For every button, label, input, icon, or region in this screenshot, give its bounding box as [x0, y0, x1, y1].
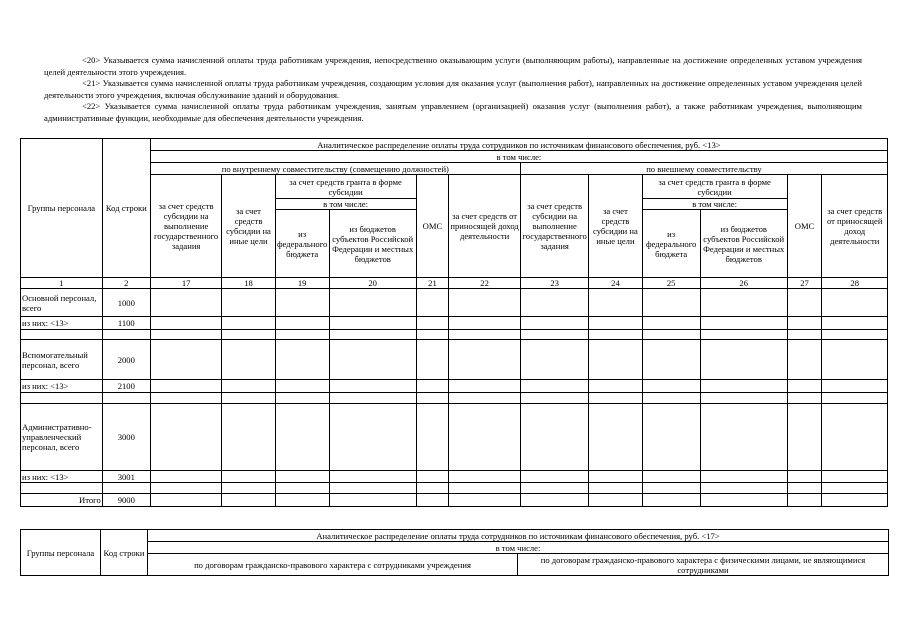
column-number: 27 [787, 278, 822, 289]
column-numbers-row [21, 278, 888, 289]
income-header: за счет средств от приносящей доход деятельности [822, 175, 888, 278]
column-number: 19 [275, 278, 329, 289]
federal-header: из федерального бюджета [275, 210, 329, 278]
including-header: в том числе: [150, 151, 887, 163]
including-header: в том числе: [148, 542, 889, 554]
row-code: 1000 [102, 289, 150, 317]
table-row [21, 404, 888, 471]
payroll-distribution-table [20, 138, 888, 507]
column-number: 25 [642, 278, 700, 289]
grant-header: за счет средств гранта в форме субсидии [642, 175, 787, 199]
footnote-22: <22> Указывается сумма начисленной оплаты труда работникам учреждения, занятым управлением (организацией) оказания услуг (выполнения работ), а также работникам учреждения, выполняющим административные функции, необходимые для обеспечения деятельности учреждения. [44, 101, 862, 123]
table-row [21, 317, 888, 330]
grant-including-header: в том числе: [275, 199, 416, 210]
internal-header: по внутреннему совместительству (совмещению должностей) [150, 163, 520, 175]
federal-header: из федерального бюджета [642, 210, 700, 278]
column-number: 23 [520, 278, 588, 289]
column-number: 28 [822, 278, 888, 289]
row-code: 2000 [102, 340, 150, 380]
table-row [21, 330, 888, 340]
table-row [21, 380, 888, 393]
row-code: 2100 [102, 380, 150, 393]
table-title: Аналитическое распределение оплаты труда сотрудников по источникам финансового обеспечения, руб. <13> [150, 139, 887, 151]
column-number: 24 [589, 278, 642, 289]
column-number: 21 [416, 278, 449, 289]
code-header: Код строки [102, 139, 150, 278]
footnotes [44, 55, 862, 124]
row-name: из них: <13> [21, 471, 103, 483]
row-name: Основной персонал, всего [21, 289, 103, 317]
column-number: 22 [449, 278, 521, 289]
regional-header: из бюджетов субъектов Российской Федерации и местных бюджетов [329, 210, 416, 278]
row-name: Итого [21, 494, 103, 507]
civil-individuals-header: по договорам гражданско-правового характера с физическими лицами, не являющимися сотрудниками [518, 554, 889, 576]
civil-employees-header: по договорам гражданско-правового характера с сотрудниками учреждения [148, 554, 518, 576]
subsidy-other-header: за счет средств субсидии на иные цели [222, 175, 275, 278]
subsidy-other-header: за счет средств субсидии на иные цели [589, 175, 642, 278]
total-row [21, 494, 888, 507]
row-name: Вспомогательный персонал, всего [21, 340, 103, 380]
row-name: Административно-управленческий персонал, всего [21, 404, 103, 471]
income-header: за счет средств от приносящей доход деятельности [449, 175, 521, 278]
payroll-civil-contracts-table [20, 529, 889, 576]
table-row [21, 471, 888, 483]
row-code: 3001 [102, 471, 150, 483]
footnote-20: <20> Указывается сумма начисленной оплаты труда работникам учреждения, непосредственно оказывающим услуги (выполняющим работы), направленные на достижение определенных уставом учреждения целей деятельности этого учреждения. [44, 55, 862, 77]
grant-header: за счет средств гранта в форме субсидии [275, 175, 416, 199]
external-header: по внешнему совместительству [520, 163, 887, 175]
column-number: 26 [700, 278, 787, 289]
oms-header: ОМС [787, 175, 822, 278]
column-number: 18 [222, 278, 275, 289]
row-code: 1100 [102, 317, 150, 330]
table-title: Аналитическое распределение оплаты труда сотрудников по источникам финансового обеспечения, руб. <17> [148, 530, 889, 542]
row-name: из них: <13> [21, 380, 103, 393]
subsidy-task-header: за счет средств субсидии на выполнение государственного задания [150, 175, 222, 278]
table-row [21, 393, 888, 404]
column-number: 17 [150, 278, 222, 289]
code-header: Код строки [101, 530, 148, 576]
row-name: из них: <13> [21, 317, 103, 330]
group-header: Группы персонала [21, 139, 103, 278]
oms-header: ОМС [416, 175, 449, 278]
subsidy-task-header: за счет средств субсидии на выполнение государственного задания [520, 175, 588, 278]
regional-header: из бюджетов субъектов Российской Федерации и местных бюджетов [700, 210, 787, 278]
table-row [21, 340, 888, 380]
column-number: 2 [102, 278, 150, 289]
table-row [21, 483, 888, 494]
column-number: 1 [21, 278, 103, 289]
table-row [21, 289, 888, 317]
column-number: 20 [329, 278, 416, 289]
grant-including-header: в том числе: [642, 199, 787, 210]
row-code: 3000 [102, 404, 150, 471]
footnote-21: <21> Указывается сумма начисленной оплаты труда работникам учреждения, создающим условия для оказания услуг (выполнения работ), направленных на достижение определенных уставом учреждения целей деятельности этого учреждения, включая обслуживание зданий и оборудования. [44, 78, 862, 100]
row-code: 9000 [102, 494, 150, 507]
group-header: Группы персонала [21, 530, 101, 576]
